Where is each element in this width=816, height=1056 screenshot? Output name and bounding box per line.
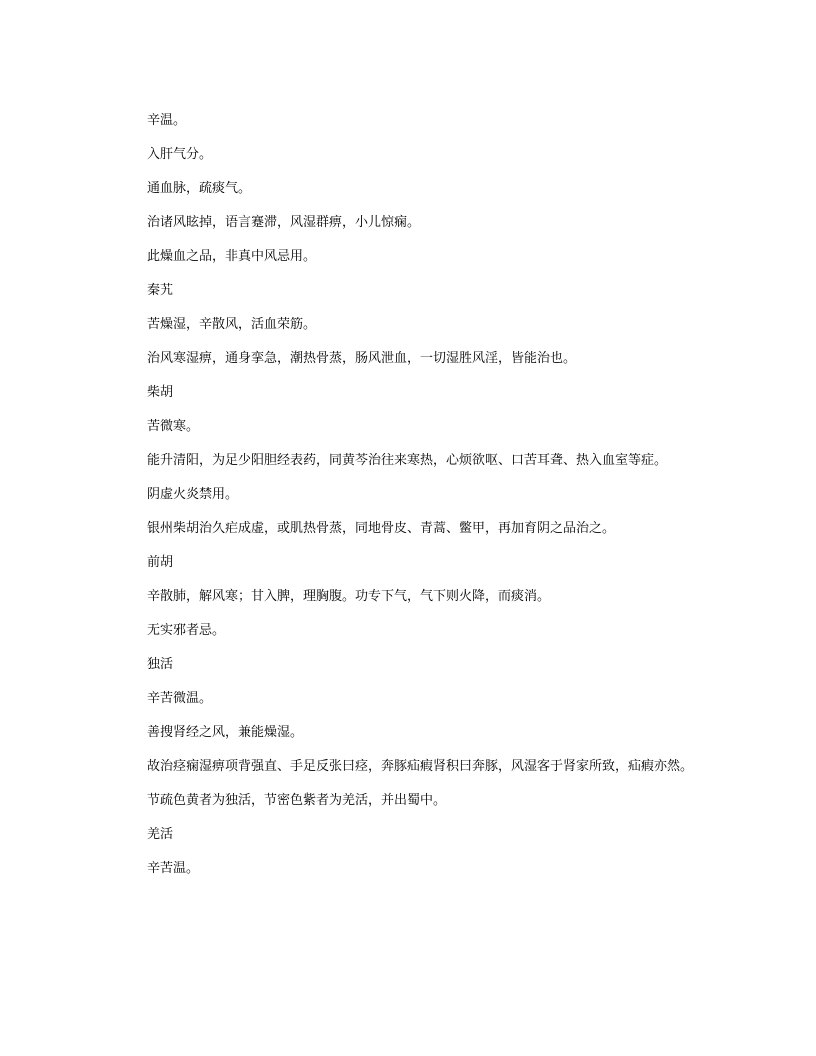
paragraph: 苦燥湿，辛散风，活血荣筋。 <box>147 317 317 332</box>
paragraph: 善搜肾经之风，兼能燥湿。 <box>147 725 304 740</box>
paragraph: 辛苦微温。 <box>147 691 213 706</box>
paragraph: 通血脉，疏痰气。 <box>147 181 252 196</box>
paragraph: 能升清阳，为足少阳胆经表药，同黄芩治往来寒热，心烦欲呕、口苦耳聋、热入血室等症。 <box>147 453 668 468</box>
section-heading: 柴胡 <box>147 385 174 400</box>
paragraph: 入肝气分。 <box>147 147 213 162</box>
paragraph: 治诸风眩掉，语言蹇滞，风湿群痹，小儿惊痫。 <box>147 215 421 230</box>
section-heading: 前胡 <box>147 555 174 570</box>
paragraph: 此燥血之品，非真中风忌用。 <box>147 249 317 264</box>
paragraph: 无实邪者忌。 <box>147 623 226 638</box>
section-heading: 羌活 <box>147 827 174 842</box>
paragraph: 阴虚火炎禁用。 <box>147 487 239 502</box>
paragraph: 苦微寒。 <box>147 419 200 434</box>
paragraph: 治风寒湿痹，通身挛急，潮热骨蒸，肠风泄血，一切湿胜风淫，皆能治也。 <box>147 351 577 366</box>
paragraph: 辛散肺，解风寒；甘入脾，理胸腹。功专下气，气下则火降，而痰消。 <box>147 589 551 604</box>
paragraph: 辛苦温。 <box>147 861 200 876</box>
paragraph: 辛温。 <box>147 113 187 128</box>
section-heading: 独活 <box>147 657 174 672</box>
section-heading: 秦艽 <box>147 283 174 298</box>
paragraph: 银州柴胡治久疟成虚，或肌热骨蒸，同地骨皮、青蒿、鳖甲，再加育阴之品治之。 <box>147 521 616 536</box>
paragraph: 节疏色黄者为独活，节密色紫者为羌活，并出蜀中。 <box>147 793 447 808</box>
document-page <box>120 113 700 895</box>
paragraph: 故治痉痫湿痹项背强直、手足反张曰痉，奔豚疝瘕肾积曰奔豚，风湿客于肾家所致，疝瘕亦然。 <box>147 759 694 774</box>
